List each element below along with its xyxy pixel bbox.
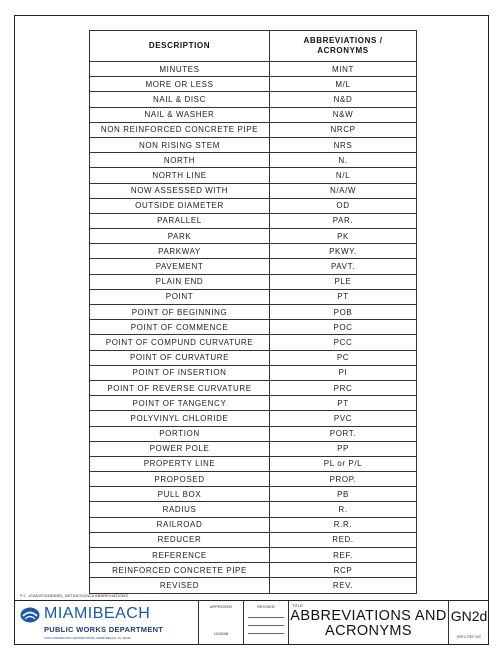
description-cell: POINT OF TANGENCY	[90, 396, 270, 411]
description-cell: NOW ASSESSED WITH	[90, 183, 270, 198]
file-path-note: P:\...\CAD\STANDARD_DETAILS\GN2d ABBREVIATIONS	[20, 593, 129, 598]
description-cell: REFERENCE	[90, 548, 270, 563]
table-row	[90, 578, 417, 593]
abbreviation-cell: R.R.	[270, 517, 417, 532]
table-row	[90, 350, 417, 365]
sheet-title	[289, 609, 448, 639]
sheet-title-line-2: ACRONYMS	[325, 623, 412, 639]
abbreviation-cell: PKWY.	[270, 244, 417, 259]
table-row	[90, 77, 417, 92]
table-row	[90, 335, 417, 350]
description-cell: OUTSIDE DIAMETER	[90, 198, 270, 213]
header-abbreviations: ABBREVIATIONS / ACRONYMS	[270, 31, 417, 62]
revision-line	[248, 625, 284, 626]
description-cell: PARALLEL	[90, 213, 270, 228]
table-row	[90, 168, 417, 183]
table-row	[90, 198, 417, 213]
table-row	[90, 259, 417, 274]
revised-cell	[244, 601, 289, 645]
abbreviation-cell: PCC	[270, 335, 417, 350]
abbreviation-cell: PLE	[270, 274, 417, 289]
description-cell: NON RISING STEM	[90, 137, 270, 152]
abbreviation-cell: PAR.	[270, 213, 417, 228]
description-cell: REDUCER	[90, 532, 270, 547]
description-cell: MORE OR LESS	[90, 77, 270, 92]
approved-label: APPROVED	[209, 604, 233, 609]
abbreviation-cell: MINT	[270, 62, 417, 77]
title-block	[14, 600, 489, 645]
abbreviation-cell: N/L	[270, 168, 417, 183]
description-cell: POINT OF COMPUND CURVATURE	[90, 335, 270, 350]
description-cell: PLAIN END	[90, 274, 270, 289]
table-row	[90, 426, 417, 441]
table-row	[90, 487, 417, 502]
abbreviation-cell: PP	[270, 441, 417, 456]
table-row	[90, 563, 417, 578]
description-cell: NAIL & DISC	[90, 92, 270, 107]
table-row	[90, 137, 417, 152]
title-label: TITLE	[292, 603, 303, 608]
description-cell: POLYVINYL CHLORIDE	[90, 411, 270, 426]
table-row	[90, 517, 417, 532]
table-row	[90, 456, 417, 471]
abbreviations-table	[89, 30, 417, 594]
table-body	[90, 62, 417, 594]
description-cell: RADIUS	[90, 502, 270, 517]
abbreviation-cell: N/A/W	[270, 183, 417, 198]
description-cell: NORTH	[90, 153, 270, 168]
revised-label: REVISED	[257, 604, 275, 609]
table-row	[90, 107, 417, 122]
department-address: 1700 CONVENTION CENTER DRIVE, MIAMI BEACH, FL 33139	[44, 636, 131, 640]
description-cell: PULL BOX	[90, 487, 270, 502]
table-row	[90, 472, 417, 487]
title-cell	[289, 601, 449, 645]
table-row	[90, 92, 417, 107]
logo-cell	[14, 601, 199, 645]
description-cell: POWER POLE	[90, 441, 270, 456]
table-row	[90, 153, 417, 168]
sheet-number: GN2d	[450, 608, 488, 624]
abbreviation-cell: OD	[270, 198, 417, 213]
table-row	[90, 274, 417, 289]
abbreviation-cell: PROP.	[270, 472, 417, 487]
table-row	[90, 548, 417, 563]
description-cell: PAVEMENT	[90, 259, 270, 274]
table-row	[90, 305, 417, 320]
description-cell: POINT OF BEGINNING	[90, 305, 270, 320]
table-row	[90, 532, 417, 547]
description-cell: POINT OF COMMENCE	[90, 320, 270, 335]
description-cell: MINUTES	[90, 62, 270, 77]
description-cell: PARKWAY	[90, 244, 270, 259]
table-row	[90, 380, 417, 395]
abbreviation-cell: PL or P/L	[270, 456, 417, 471]
abbreviation-cell: RCP	[270, 563, 417, 578]
table-row	[90, 213, 417, 228]
abbreviation-cell: N.	[270, 153, 417, 168]
table-row	[90, 411, 417, 426]
table-row	[90, 441, 417, 456]
description-cell: NAIL & WASHER	[90, 107, 270, 122]
description-cell: PARK	[90, 229, 270, 244]
description-cell: PROPOSED	[90, 472, 270, 487]
description-cell: REVISED	[90, 578, 270, 593]
abbreviation-cell: POC	[270, 320, 417, 335]
table-row	[90, 229, 417, 244]
description-cell: PROPERTY LINE	[90, 456, 270, 471]
abbreviation-cell: PK	[270, 229, 417, 244]
table-row	[90, 183, 417, 198]
table-row	[90, 365, 417, 380]
description-cell: PORTION	[90, 426, 270, 441]
abbreviation-cell: NRCP	[270, 122, 417, 137]
description-cell: POINT OF INSERTION	[90, 365, 270, 380]
abbreviation-cell: POB	[270, 305, 417, 320]
abbreviation-cell: PRC	[270, 380, 417, 395]
abbreviation-cell: PT	[270, 289, 417, 304]
approved-date: 10/2008	[213, 631, 229, 636]
revision-line	[248, 617, 284, 618]
table-row	[90, 244, 417, 259]
table-row	[90, 122, 417, 137]
abbreviation-cell: R.	[270, 502, 417, 517]
abbreviation-cell: M/L	[270, 77, 417, 92]
header-description: DESCRIPTION	[90, 31, 270, 62]
table-row	[90, 320, 417, 335]
table-header-row	[90, 31, 417, 62]
description-cell: NON REINFORCED CONCRETE PIPE	[90, 122, 270, 137]
table-row	[90, 502, 417, 517]
abbreviation-cell: PC	[270, 350, 417, 365]
description-cell: POINT OF CURVATURE	[90, 350, 270, 365]
abbreviation-cell: REV.	[270, 578, 417, 593]
description-cell: NORTH LINE	[90, 168, 270, 183]
revision-line	[248, 633, 284, 634]
city-logo-icon	[20, 607, 40, 623]
table-row	[90, 62, 417, 77]
logo-wordmark: MIAMIBEACH	[44, 605, 151, 622]
abbreviation-cell: PI	[270, 365, 417, 380]
description-cell: REINFORCED CONCRETE PIPE	[90, 563, 270, 578]
spec-reference: SPEC REF N/C	[456, 635, 482, 639]
abbreviation-cell: REF.	[270, 548, 417, 563]
table-row	[90, 289, 417, 304]
sheet-number-cell	[449, 601, 489, 645]
abbreviation-cell: RED.	[270, 532, 417, 547]
table-row	[90, 396, 417, 411]
abbreviation-cell: N&D	[270, 92, 417, 107]
abbreviation-cell: PORT.	[270, 426, 417, 441]
description-cell: RAILROAD	[90, 517, 270, 532]
description-cell: POINT OF REVERSE CURVATURE	[90, 380, 270, 395]
abbreviation-cell: PVC	[270, 411, 417, 426]
department-name: PUBLIC WORKS DEPARTMENT	[44, 625, 164, 634]
abbreviation-cell: PB	[270, 487, 417, 502]
abbreviation-cell: PAVT.	[270, 259, 417, 274]
abbreviation-cell: PT	[270, 396, 417, 411]
abbreviation-cell: N&W	[270, 107, 417, 122]
sheet-title-line-1: ABBREVIATIONS AND	[290, 608, 447, 624]
description-cell: POINT	[90, 289, 270, 304]
approved-cell	[199, 601, 244, 645]
abbreviation-cell: NRS	[270, 137, 417, 152]
